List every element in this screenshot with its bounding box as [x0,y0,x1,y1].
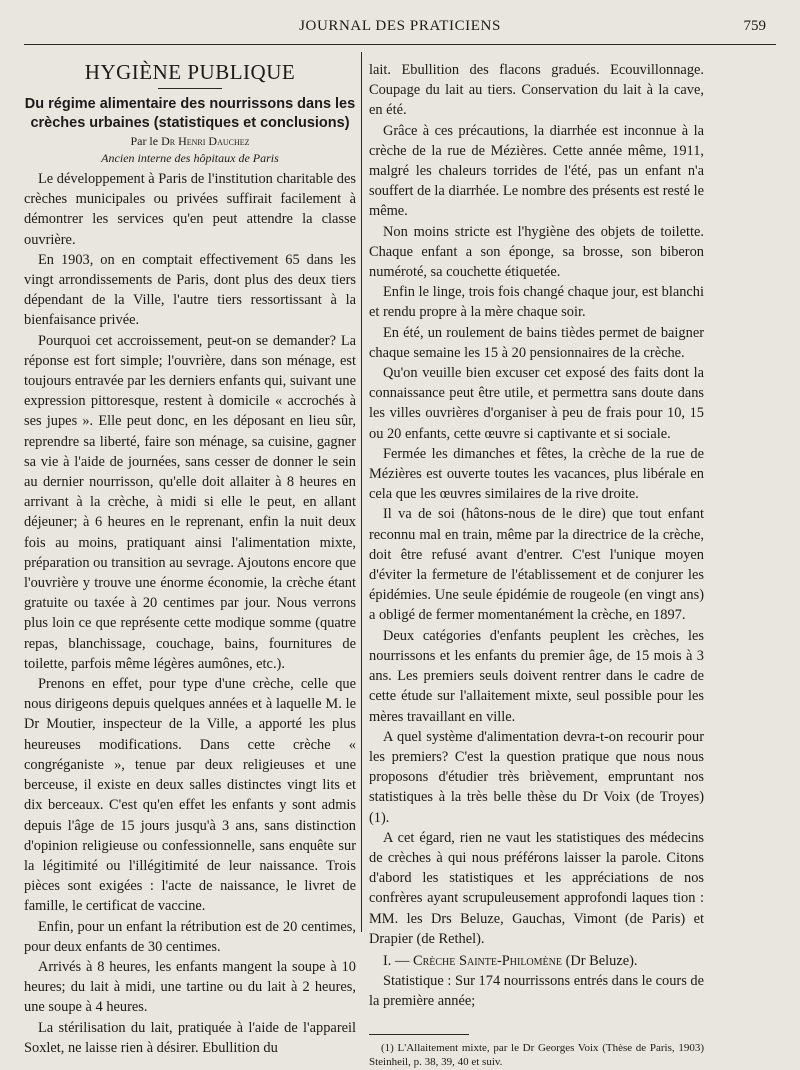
title-rule [158,88,222,89]
paragraph: A quel système d'alimentation devra-t-on recourir pour les premiers? C'est la question pratique que nous nous proposons d'étudier très brièvement, empruntant nos statistiques à la très belle thèse du Dr Voix (de Troyes) (1). [369,728,704,826]
paragraph: La stérilisation du lait, pratiquée à l'aide de l'appareil Soxlet, ne laisse rien à désirer. Ebullition du [24,1019,356,1056]
left-column [24,60,356,1058]
page-number: 759 [743,18,766,34]
article-title: Du régime alimentaire des nourrissons dans les crèches urbaines (statistiques et conclusions) [24,96,356,131]
paragraph: lait. Ebullition des flacons gradués. Ecouvillonnage. Coupage du lait au tiers. Conservation du lait à la cave, en été. [369,62,704,119]
paragraph: En 1903, on en comptait effectivement 65 dans les vingt arrondissements de Paris, dont plus des deux tiers dépendant de la Ville, l'autre tiers ressortissant à la bienfaisance privée. [24,251,356,329]
header-rule [24,44,776,45]
paragraph: Statistique : Sur 174 nourrissons entrés dans le cours de la première année; [369,973,704,1010]
paragraph: Prenons en effet, pour type d'une crèche, celle que nous dirigeons depuis quelques années et à laquelle M. le Dr Moutier, inspecteur de la Ville, a apporté les plus heureuses modifications. Dans cette crèche « congréganiste », tenue par deux religieuses et une berceuse, il existe en deux salles distinctes vingt lits et dix berceaux. C'est qu'en effet les enfants y sont admis depuis l'âge de 15 jours jusqu'à 3 ans, sans distinction d'opinion religieuse ou confessionnelle, sans enquête sur la légitimité ou l'illégitimité de leur naissance. Trois pièces sont exigées : l'acte de naissance, le livret de famille, le certificat de vaccine. [24,676,356,915]
paragraph: Deux catégories d'enfants peuplent les crèches, les nourrissons et les enfants du premier âge, de 15 mois à 3 ans. Les premiers seuls doivent rentrer dans le cadre de cette étude sur l'allaitement mixte, seul possible pour les mères travaillant en ville. [369,627,704,725]
subsection-heading [369,951,704,971]
paragraph: Fermée les dimanches et fêtes, la crèche de la rue de Mézières est ouverte toutes les vacances, plus libérale en cela que les œuvres similaires de la rive droite. [369,445,704,503]
section-title: HYGIÈNE PUBLIQUE [84,60,296,84]
column-divider [361,52,362,932]
subsection-number: I. — [383,952,410,969]
subsection-title: Crèche Sainte-Philomène [413,952,562,969]
paragraph: A cet égard, rien ne vaut les statistiques des médecins de crèches à qui nous préférons laisser la parole. Citons d'abord les statistiques et les appréciations de nos confrères ayant scrupuleusement approfondi laques tion : MM. les Drs Beluze, Gauchas, Vimont (de Paris) et Drapier (de Rethel). [369,829,704,947]
paragraph: Grâce à ces précautions, la diarrhée est inconnue à la crèche de la rue de Mézières. Cette année même, 1911, malgré les chaleurs torrides de l'été, pas un enfant n'a souffert de la diarrhée. Le nombre des présents est resté le même. [369,122,704,220]
paragraph: Arrivés à 8 heures, les enfants mangent la soupe à 10 heures; du lait à midi, une tartine ou du lait à 2 heures, une soupe à 4 heures. [24,958,356,1016]
paragraph: Enfin, pour un enfant la rétribution est de 20 centimes, pour deux enfants de 30 centimes. [24,918,356,955]
paragraph: Qu'on veuille bien excuser cet exposé des faits dont la connaissance peut être utile, et permettra sans doute dans les villes ouvrières d'organiser à peu de frais pour 10, 15 ou 20 enfants, cette œuvre si captivante et si sociale. [369,365,704,442]
author-name: Dr Henri Dauchez [161,134,250,148]
author-affiliation: Ancien interne des hôpitaux de Paris [101,151,279,165]
author-line [24,133,356,150]
paragraph: Pourquoi cet accroissement, peut-on se demander? La réponse est fort simple; l'ouvrière, dans son ménage, est toujours entravée par les derniers enfants qui, suivant une expression pittoresque, restent à domicile « accrochés à ses jupes ». Elle peut donc, en les déposant en lieu sûr, reprendre sa liberté, faire son ménage, sa cuisine, gagner sa vie à l'aide de journées, sans cesser de donner le sein au dernier nourrisson, qu'elle doit allaiter à 8 heures en arrivant à la crèche, à midi si elle le peut, en allant déjeuner; à 6 heures en le reprenant, enfin la nuit deux fois au moins, pratiquant ainsi l'alimentation mixte, préparation ou transition au sevrage. Ajoutons encore que l'ouvrière y trouve une énorme économie, la crèche étant gratuite ou taxée à 20 centimes par jour. Nous verrons plus loin ce que représente cette modique somme (quatre repas, blanchissage, couchage, bains, fournitures de toilette, parfois même légères aumônes, etc.). [24,332,356,672]
footnote: (1) L'Allaitement mixte, par le Dr Georges Voix (Thèse de Paris, 1903) Steinheil, p. 38, 39, 40 et suiv. [369,1041,704,1069]
paragraph: Il va de soi (hâtons-nous de le dire) que tout enfant reconnu mal en train, même par la directrice de la crèche, doit être refusé avant d'entrer. C'est l'unique moyen d'éviter la fermeture de l'établissement et de conjurer les épidémies. Une seule épidémie de rougeole (en vingt ans) a obligé de fermer momentanément la crèche, en 1897. [369,506,704,624]
journal-title: JOURNAL DES PRATICIENS [299,18,501,34]
paragraph: Enfin le linge, trois fois changé chaque jour, est blanchi et rendu propre à la mère chaque soir. [369,284,704,321]
paragraph: Le développement à Paris de l'institution charitable des crèches municipales ou privées suffirait facilement à démontrer les services qu'en peut attendre la classe ouvrière. [24,171,356,248]
page-header [24,18,776,44]
footnote-rule [369,1034,469,1035]
paragraph: Non moins stricte est l'hygiène des objets de toilette. Chaque enfant a son éponge, sa brosse, son biberon numéroté, sa couchette étiquetée. [369,223,704,281]
right-column [369,60,704,1070]
paragraph: En été, un roulement de bains tièdes permet de baigner chaque semaine les 15 à 20 pensionnaires de la crèche. [369,324,704,361]
subsection-author: (Dr Beluze). [565,952,638,969]
author-prefix: Par le [130,134,159,148]
